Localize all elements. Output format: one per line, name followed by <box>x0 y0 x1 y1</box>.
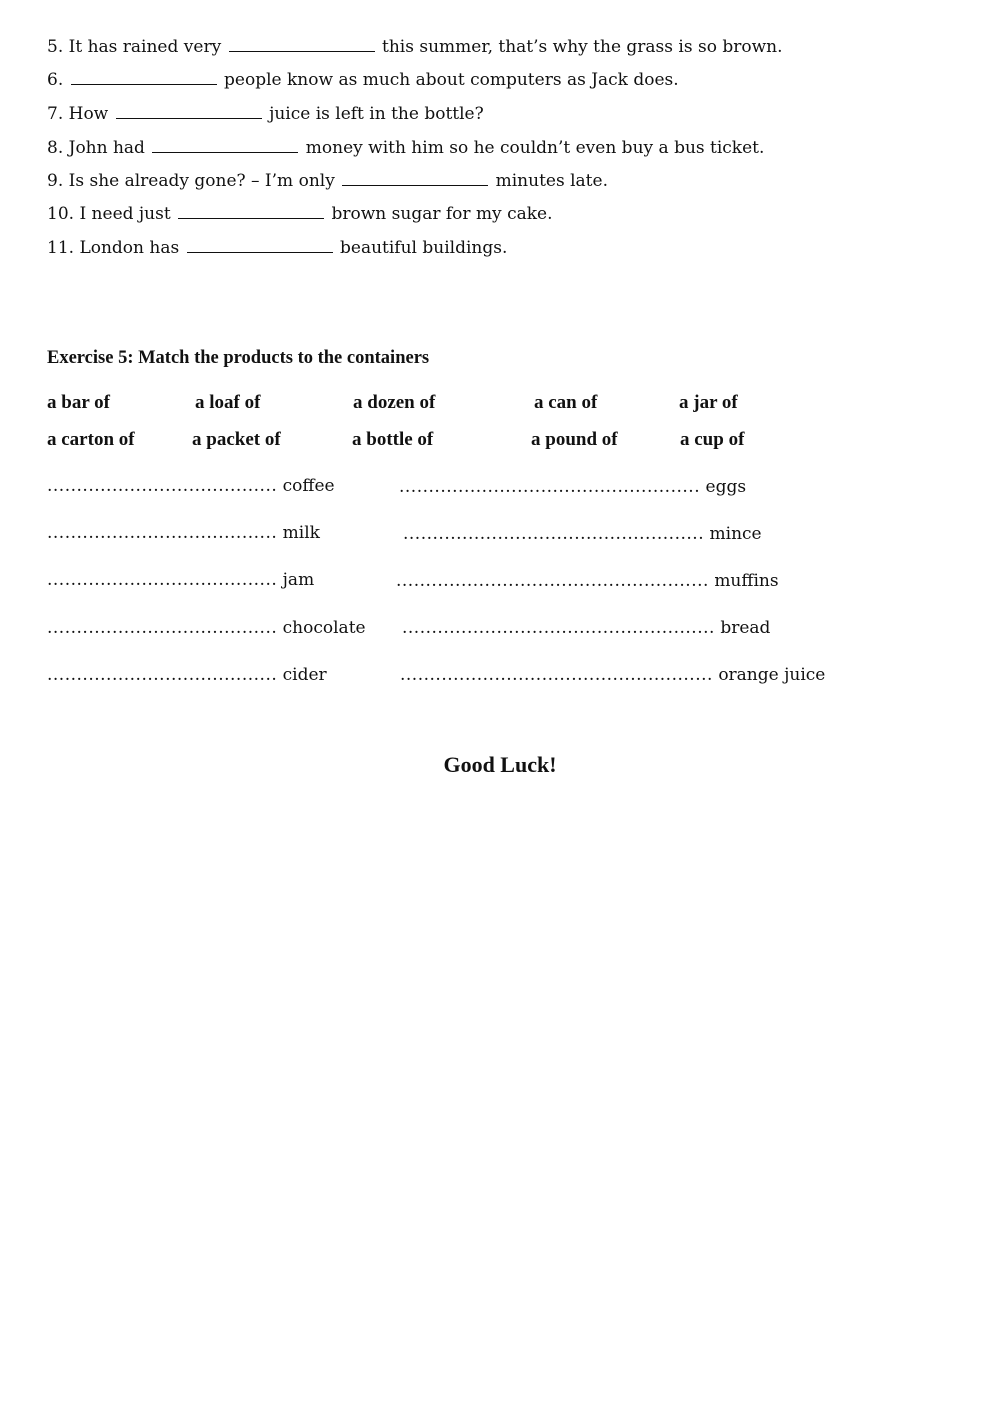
answer-dots[interactable]: ..................................................... <box>400 665 713 685</box>
sentence-6 <box>47 70 679 90</box>
phrase-jar-of: a jar of <box>679 392 738 413</box>
sentence-8 <box>47 138 764 158</box>
match-item <box>47 618 366 638</box>
answer-dots[interactable]: ................................................... <box>399 477 701 497</box>
product-label: cider <box>282 665 327 685</box>
product-label: bread <box>720 618 771 638</box>
answer-dots[interactable]: ....................................... <box>47 570 278 590</box>
phrase-loaf-of: a loaf of <box>195 392 261 413</box>
sentence-text-after: minutes late. <box>495 171 608 191</box>
product-label: coffee <box>282 476 335 496</box>
closing-text: Good Luck! <box>443 752 557 777</box>
sentence-10 <box>47 204 553 224</box>
phrase-pound-of: a pound of <box>531 429 618 450</box>
answer-blank[interactable] <box>342 171 488 186</box>
answer-blank[interactable] <box>116 104 262 119</box>
phrase-packet-of: a packet of <box>192 429 281 450</box>
sentence-text-after: beautiful buildings. <box>340 238 508 258</box>
match-item <box>402 618 770 638</box>
sentence-text-before: 11. London has <box>47 238 180 258</box>
match-item <box>403 524 762 544</box>
sentence-text-before: 10. I need just <box>47 204 171 224</box>
answer-dots[interactable]: ....................................... <box>47 665 278 685</box>
phrase-bottle-of: a bottle of <box>352 429 434 450</box>
answer-blank[interactable] <box>178 204 324 219</box>
product-label: mince <box>709 524 762 544</box>
phrase-dozen-of: a dozen of <box>353 392 436 413</box>
phrase-can-of: a can of <box>534 392 598 413</box>
sentence-text-before: 5. It has rained very <box>47 37 222 57</box>
answer-dots[interactable]: ....................................... <box>47 618 278 638</box>
match-item <box>396 571 779 591</box>
answer-dots[interactable]: ....................................... <box>47 523 278 543</box>
sentence-text-before: 8. John had <box>47 138 145 158</box>
sentence-7 <box>47 104 484 124</box>
product-label: orange juice <box>718 665 826 685</box>
answer-dots[interactable]: ....................................... <box>47 476 278 496</box>
sentence-text-before: 9. Is she already gone? – I’m only <box>47 171 335 191</box>
answer-dots[interactable]: ................................................... <box>403 524 705 544</box>
answer-blank[interactable] <box>152 138 298 153</box>
sentence-text-before: 6. <box>47 70 64 90</box>
sentence-text-after: this summer, that’s why the grass is so brown. <box>382 37 783 57</box>
product-label: chocolate <box>282 618 366 638</box>
match-item <box>47 570 314 590</box>
match-item <box>47 476 335 496</box>
sentence-11 <box>47 238 507 258</box>
product-label: milk <box>282 523 320 543</box>
phrase-bar-of: a bar of <box>47 392 110 413</box>
phrase-cup-of: a cup of <box>680 429 745 450</box>
sentence-9 <box>47 171 608 191</box>
match-item <box>400 665 825 685</box>
sentence-5 <box>47 37 783 57</box>
match-item <box>399 477 746 497</box>
sentence-text-after: money with him so he couldn’t even buy a bus ticket. <box>305 138 765 158</box>
answer-blank[interactable] <box>187 238 333 253</box>
answer-dots[interactable]: ..................................................... <box>402 618 715 638</box>
exercise-5-title: Exercise 5: Match the products to the containers <box>47 348 430 368</box>
product-label: jam <box>282 570 315 590</box>
phrase-carton-of: a carton of <box>47 429 135 450</box>
sentence-text-after: people know as much about computers as Jack does. <box>224 70 679 90</box>
sentence-text-after: juice is left in the bottle? <box>269 104 484 124</box>
answer-blank[interactable] <box>229 37 375 52</box>
match-item <box>47 665 327 685</box>
product-label: muffins <box>714 571 779 591</box>
answer-blank[interactable] <box>71 70 217 85</box>
product-label: eggs <box>705 477 747 497</box>
sentence-text-before: 7. How <box>47 104 109 124</box>
match-item <box>47 523 320 543</box>
sentence-text-after: brown sugar for my cake. <box>331 204 553 224</box>
answer-dots[interactable]: ..................................................... <box>396 571 709 591</box>
